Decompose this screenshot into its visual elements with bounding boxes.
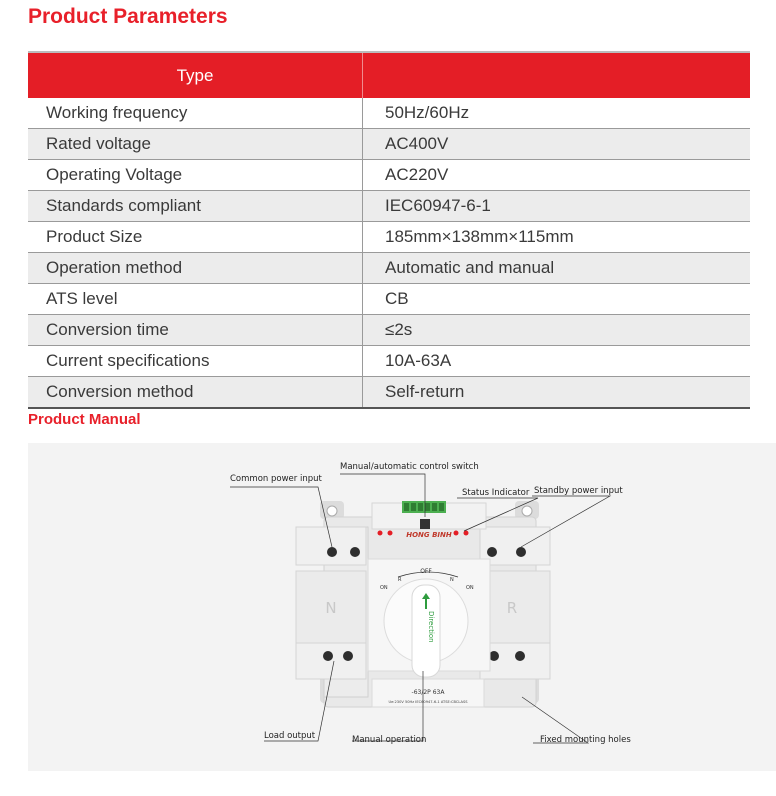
leader-status-indicator xyxy=(457,498,538,531)
callout-fixed-mounting-holes: Fixed mounting holes xyxy=(540,735,631,745)
callout-standby-power-input: Standby power input xyxy=(534,486,623,496)
parameter-name: Standards compliant xyxy=(28,191,363,222)
parameter-name: Rated voltage xyxy=(28,129,363,160)
parameter-value: CB xyxy=(363,284,751,315)
off-label: OFF xyxy=(420,568,432,575)
right-pole-label: R xyxy=(506,599,518,617)
callout-status-indicator: Status Indicator xyxy=(462,488,530,498)
leader-load-output xyxy=(264,661,334,741)
parameter-value: 185mm×138mm×115mm xyxy=(363,222,751,253)
parameter-name: Conversion method xyxy=(28,377,363,409)
callout-common-power-input: Common power input xyxy=(230,474,322,484)
table-row xyxy=(28,98,750,129)
parameter-name: Conversion time xyxy=(28,315,363,346)
rating-text: -63/2P 63A xyxy=(411,689,445,696)
spec-line-text: Ue:230V 50Hz IEC60947-6-1 ATSE:CBCLASS xyxy=(388,700,468,704)
callout-leader-lines xyxy=(28,443,776,771)
leader-manual-operation xyxy=(352,671,423,741)
table-row xyxy=(28,191,750,222)
parameter-value: 10A-63A xyxy=(363,346,751,377)
parameter-name: Current specifications xyxy=(28,346,363,377)
table-row xyxy=(28,129,750,160)
table-row xyxy=(28,222,750,253)
on-label-right: ON xyxy=(466,585,474,591)
section-title-manual: Product Manual xyxy=(28,411,141,428)
table-row xyxy=(28,253,750,284)
r-label: R xyxy=(398,577,402,583)
parameter-value: Self-return xyxy=(363,377,751,409)
left-pole-label: N xyxy=(325,599,337,617)
leader-standby-power xyxy=(521,496,610,547)
leader-control-switch xyxy=(340,474,425,517)
parameter-value: Automatic and manual xyxy=(363,253,751,284)
parameter-value: AC400V xyxy=(363,129,751,160)
parameter-name: ATS level xyxy=(28,284,363,315)
brand-logo: HONG BINH xyxy=(406,531,452,539)
table-row xyxy=(28,377,750,409)
table-row xyxy=(28,160,750,191)
table-header-row xyxy=(28,52,750,98)
parameter-name: Product Size xyxy=(28,222,363,253)
callout-manual-operation: Manual operation xyxy=(352,735,427,745)
parameter-value: 50Hz/60Hz xyxy=(363,98,751,129)
page-title: Product Parameters xyxy=(28,5,228,28)
table-row xyxy=(28,284,750,315)
parameter-name: Working frequency xyxy=(28,98,363,129)
parameter-value: AC220V xyxy=(363,160,751,191)
callout-load-output: Load output xyxy=(264,731,316,741)
parameter-name: Operation method xyxy=(28,253,363,284)
header-value xyxy=(363,52,751,98)
leader-common-power xyxy=(230,487,332,547)
parameter-value: IEC60947-6-1 xyxy=(363,191,751,222)
product-diagram xyxy=(28,443,776,771)
knob-label: Direction xyxy=(427,611,435,643)
parameter-value: ≤2s xyxy=(363,315,751,346)
table-row xyxy=(28,315,750,346)
callout-control-switch: Manual/automatic control switch xyxy=(340,462,479,472)
table-row xyxy=(28,346,750,377)
parameters-table xyxy=(28,51,750,409)
parameter-name: Operating Voltage xyxy=(28,160,363,191)
on-label-left: ON xyxy=(380,585,388,591)
header-type: Type xyxy=(28,52,363,98)
n-label: N xyxy=(450,577,454,583)
